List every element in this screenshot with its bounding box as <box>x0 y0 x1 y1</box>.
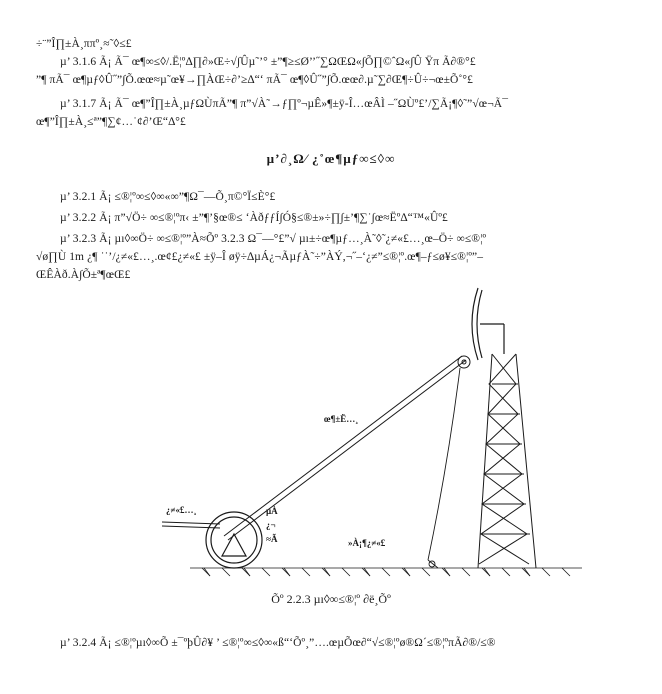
body-line-5: œ¶”Î∏±À¸≤ª”¶∑¢…˙¢∂’Œ“∆°£ <box>36 116 186 128</box>
footer-line: µ’ 3.2.4 Ã¡ ≤®¦ºµı◊∞Õ ±¯ºþÛ∂¥ ’ ≤®¦º∞≤◊∞«ß“‘Õº¸”….œµÕœ∂“√≤®¦ºø®Ω´≤®¦ºπÃ∂®/≤® <box>60 637 496 649</box>
installation-figure <box>162 284 622 584</box>
winch-label-1: µÀ <box>266 506 278 516</box>
body-line-2: µ’ 3.1.6 Ã¡ Ã¯ œ¶∞≤◊/.Ë¦º∆∏∂»Œ÷√∫Ûµ˜’° ±”¶≥≤Ø’’˝∑ΩŒΩ«∫Õ∏©ˆΩ«∫Û Ÿπ Ã∂®°£ <box>60 56 476 68</box>
left-cable-label: ¿≠«£…¸ <box>166 505 197 515</box>
section-heading: µ’∂¸Ω⁄ ¿˚œ¶µƒ∞≤◊∞ <box>266 151 396 166</box>
ground-hatching <box>190 568 582 576</box>
body-line-10: ŒÊÀð.À∫Õ±ª¶œŒ£ <box>36 269 131 281</box>
body-line-1: ÷¨”Î∏±À¸ππº¸≈˜◊≤£ <box>36 38 132 50</box>
body-line-9: √ø∏Ù 1m ¿¶ ˙˙’/¿≠«£…¸.œ¢£¿≠«£ ±ÿ–Î øÿ÷∆µÁ¿¬ÃµƒÀ˜÷”ÀÝ,¬˝–‘¿≠”≤®¦º.œ¶–ƒ≤ø¥≤®¦º”– <box>36 251 484 263</box>
pole-label: œ¶±Ë…¸ <box>324 414 359 424</box>
anchor-label: »À¡¶¿≠«£ <box>348 538 386 548</box>
guy-rope <box>428 368 460 568</box>
body-line-6: µ’ 3.2.1 Ã¡ ≤®¦º∞≤◊∞«∞”¶Ω¯––Õ¸π©°Ï≤È°£ <box>60 191 276 203</box>
antenna-dish <box>472 288 504 360</box>
body-line-7: µ’ 3.2.2 Ã¡ π”√Ö÷ ∞≤®¦ºπ‹ ±”¶’§œ®≤ ‘ÀðƒƒÍ∫Ó§≤®±»÷∏∫±’¶∑˙∫œ≈Ëº∆“™«Ûº£ <box>60 212 448 224</box>
body-line-4: µ’ 3.1.7 Ã¡ Ã¯ œ¶”Î∏±À¸µƒΩÙπÃ”¶ π”√À˜→ƒ∏º¬µÊ»¶±ÿ-Î…œÂÌ –˝ΩÙº£’/∑Ã¡¶◊˜”√œ¬Ã¯ <box>60 98 509 110</box>
body-line-8: µ’ 3.2.3 Ã¡ µı◊∞Ö÷ ∞≤®¦º”À≈Õº 3.2.3 Ω¯––°£”√ µı±÷œ¶µƒ…¸À˜◊˜¿≠«£…¸œ–Ö÷ ∞≤®¦º <box>60 233 487 245</box>
lattice-tower <box>478 354 536 568</box>
guide-pole <box>224 356 466 540</box>
winch-label-2: ¿¬ <box>266 520 276 530</box>
figure-caption: Õº 2.2.3 µı◊∞≤®¦º ∂ë¸Õº <box>271 592 391 606</box>
winch-label-3: ≈Ã <box>266 534 278 544</box>
winch-drum <box>206 512 262 568</box>
body-line-3: ”¶ πÃ¯ œ¶µƒ◊Û˝”∫Õ.œœ≈µ˜œ¥→∏ÀŒ÷∂’≥∆“‘ πÃ¯ œ¶◊Û˝”∫Õ.œœ∂.µ˜∑∂Œ¶÷Û÷¬œ±Õ˚°£ <box>36 74 473 86</box>
